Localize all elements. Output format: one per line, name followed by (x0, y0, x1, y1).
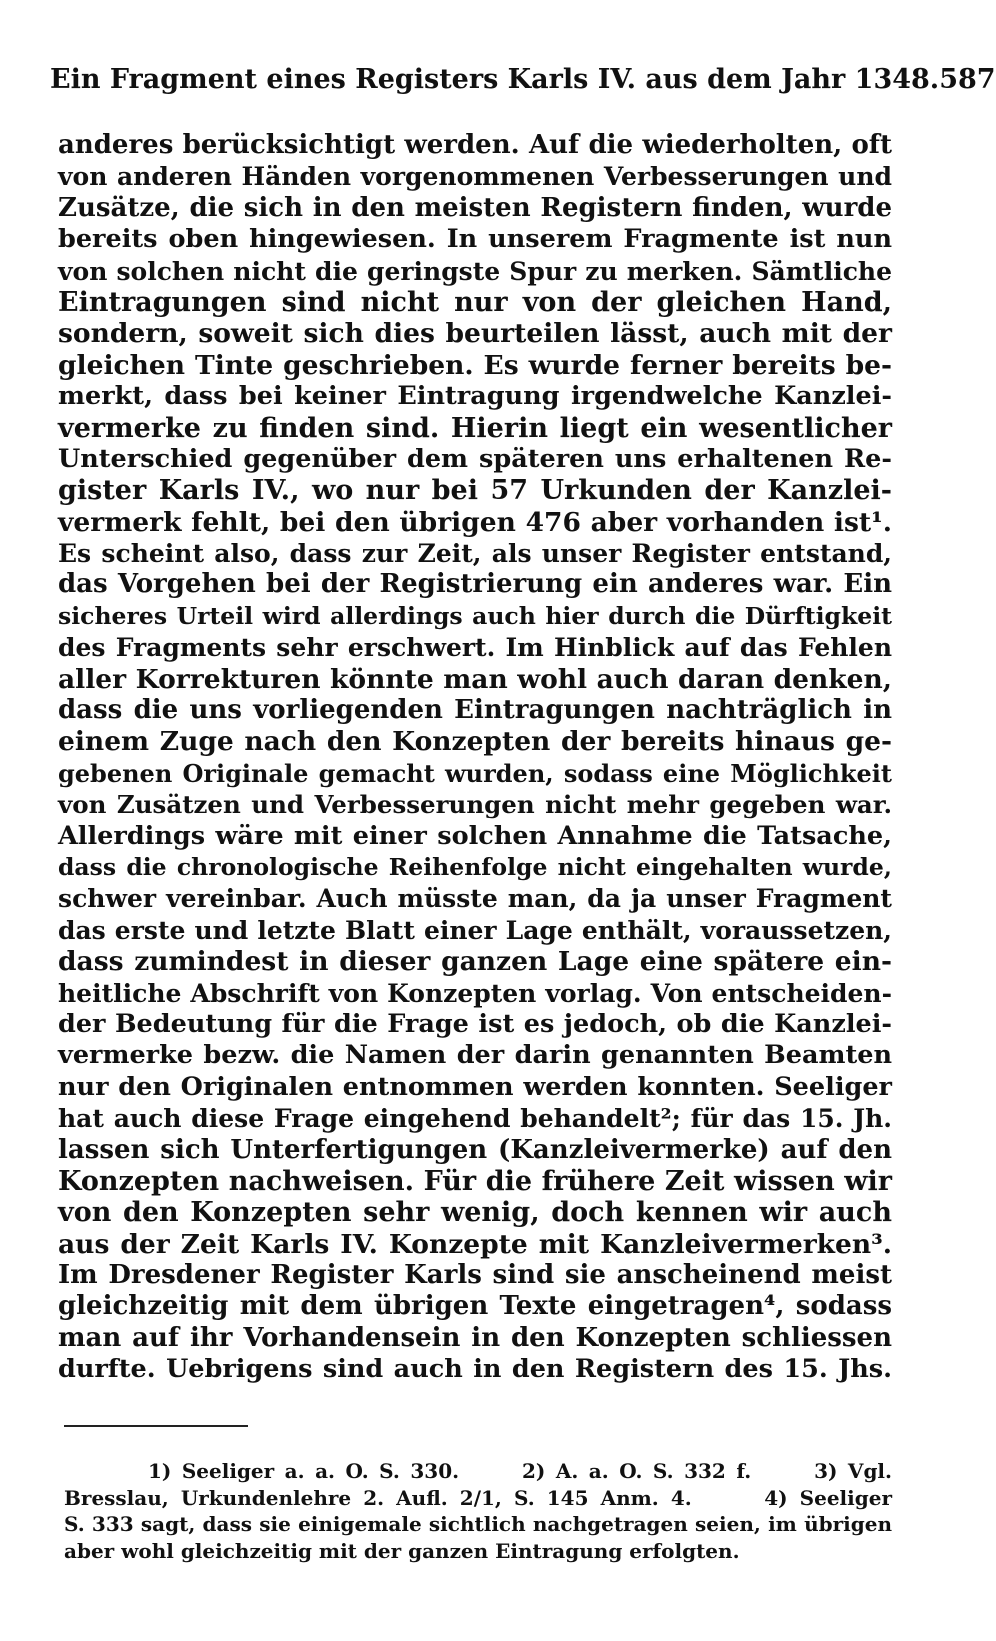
footnotes (64, 1458, 892, 1564)
footnote-line: 1) Seeliger a. a. O. S. 330. 2) A. a. O. S. 332 f. 3) Vgl. (148, 1459, 892, 1483)
text-line: von Zusätzen und Verbesserungen nicht mehr gegeben war. (58, 790, 892, 820)
text-line: merkt, dass bei keiner Eintragung irgendwelche Kanzlei- (58, 381, 892, 412)
text-line: Im Dresdener Register Karls sind sie anscheinend meist (58, 1260, 892, 1291)
text-line: man auf ihr Vorhandensein in den Konzepten schliessen (58, 1322, 892, 1353)
text-line: heitliche Abschrift von Konzepten vorlag. Von entscheiden- (58, 978, 892, 1008)
text-line: vermerke zu finden sind. Hierin liegt ein wesentlicher (58, 412, 892, 444)
body-text (58, 130, 892, 1386)
text-line: der Bedeutung für die Frage ist es jedoch, ob die Kanzlei- (58, 1008, 892, 1039)
text-line: vermerk fehlt, bei den übrigen 476 aber vorhanden ist¹. (58, 506, 892, 538)
text-line: von solchen nicht die geringste Spur zu merken. Sämtliche (58, 256, 892, 286)
text-line: lassen sich Unterfertigungen (Kanzleivermerke) auf den (58, 1134, 892, 1165)
text-line: gleichzeitig mit dem übrigen Texte eingetragen⁴, sodass (58, 1291, 892, 1322)
text-line: dass zumindest in dieser ganzen Lage eine spätere ein- (58, 946, 892, 978)
text-line: hat auch diese Frage eingehend behandelt²; für das 15. Jh. (58, 1104, 892, 1134)
text-line: aller Korrekturen könnte man wohl auch daran denken, (58, 663, 892, 695)
text-line: vermerke bezw. die Namen der darin genannten Beamten (58, 1040, 892, 1071)
text-line: Allerdings wäre mit einer solchen Annahme die Tatsache, (58, 820, 892, 851)
text-line: Unterschied gegenüber dem späteren uns erhaltenen Re- (58, 443, 892, 474)
footnote-line: Bresslau, Urkundenlehre 2. Aufl. 2/1, S. 145 Anm. 4. 4) Seeliger (64, 1485, 892, 1510)
text-line: sicheres Urteil wird allerdings auch hier durch die Dürftigkeit (58, 601, 892, 630)
text-line: gebenen Originale gemacht wurden, sodass eine Möglichkeit (58, 758, 892, 788)
text-line: bereits oben hingewiesen. In unserem Fragmente ist nun (58, 224, 892, 255)
header-title: Ein Fragment eines Registers Karls IV. aus dem Jahr 1348. (50, 64, 940, 95)
text-line: des Fragments sehr erschwert. Im Hinblick auf das Fehlen (58, 633, 892, 663)
footnote-line: aber wohl gleichzeitig mit der ganzen Eintragung erfolgten. (64, 1538, 740, 1563)
page-number: 587 (939, 64, 996, 95)
text-line: durfte. Uebrigens sind auch in den Registern des 15. Jhs. (58, 1354, 892, 1385)
text-line: dass die uns vorliegenden Eintragungen nachträglich in (58, 695, 892, 726)
text-line: sondern, soweit sich dies beurteilen lässt, auch mit der (58, 318, 892, 350)
text-line: einem Zuge nach den Konzepten der bereits hinaus ge- (58, 726, 892, 758)
text-line: gleichen Tinte geschrieben. Es wurde ferner bereits be- (58, 349, 892, 381)
text-line: das Vorgehen bei der Registrierung ein anderes war. Ein (58, 569, 892, 600)
text-line: Konzepten nachweisen. Für die frühere Zeit wissen wir (58, 1165, 892, 1197)
text-line: von den Konzepten sehr wenig, doch kennen wir auch (58, 1197, 892, 1229)
footnote-separator (64, 1425, 248, 1427)
footnote-line: S. 333 sagt, dass sie einigemale sichtlich nachgetragen seien, im übrigen (64, 1512, 892, 1536)
text-line: von anderen Händen vorgenommenen Verbesserungen und (58, 162, 892, 192)
text-line: dass die chronologische Reihenfolge nicht eingehalten wurde, (58, 852, 892, 881)
text-line: das erste und letzte Blatt einer Lage enthält, voraussetzen, (58, 915, 892, 945)
text-line: nur den Originalen entnommen werden konnten. Seeliger (58, 1071, 892, 1102)
text-line: aus der Zeit Karls IV. Konzepte mit Kanzleivermerken³. (58, 1228, 892, 1260)
text-line: Es scheint also, dass zur Zeit, als unser Register entstand, (58, 539, 892, 569)
text-line: Eintragungen sind nicht nur von der gleichen Hand, (58, 286, 892, 318)
text-line: gister Karls IV., wo nur bei 57 Urkunden der Kanzlei- (58, 475, 892, 507)
running-header (50, 64, 996, 104)
text-line: Zusätze, die sich in den meisten Registern finden, wurde (58, 192, 892, 223)
text-line: schwer vereinbar. Auch müsste man, da ja unser Fragment (58, 884, 892, 914)
text-line: anderes berücksichtigt werden. Auf die wiederholten, oft (58, 130, 892, 160)
